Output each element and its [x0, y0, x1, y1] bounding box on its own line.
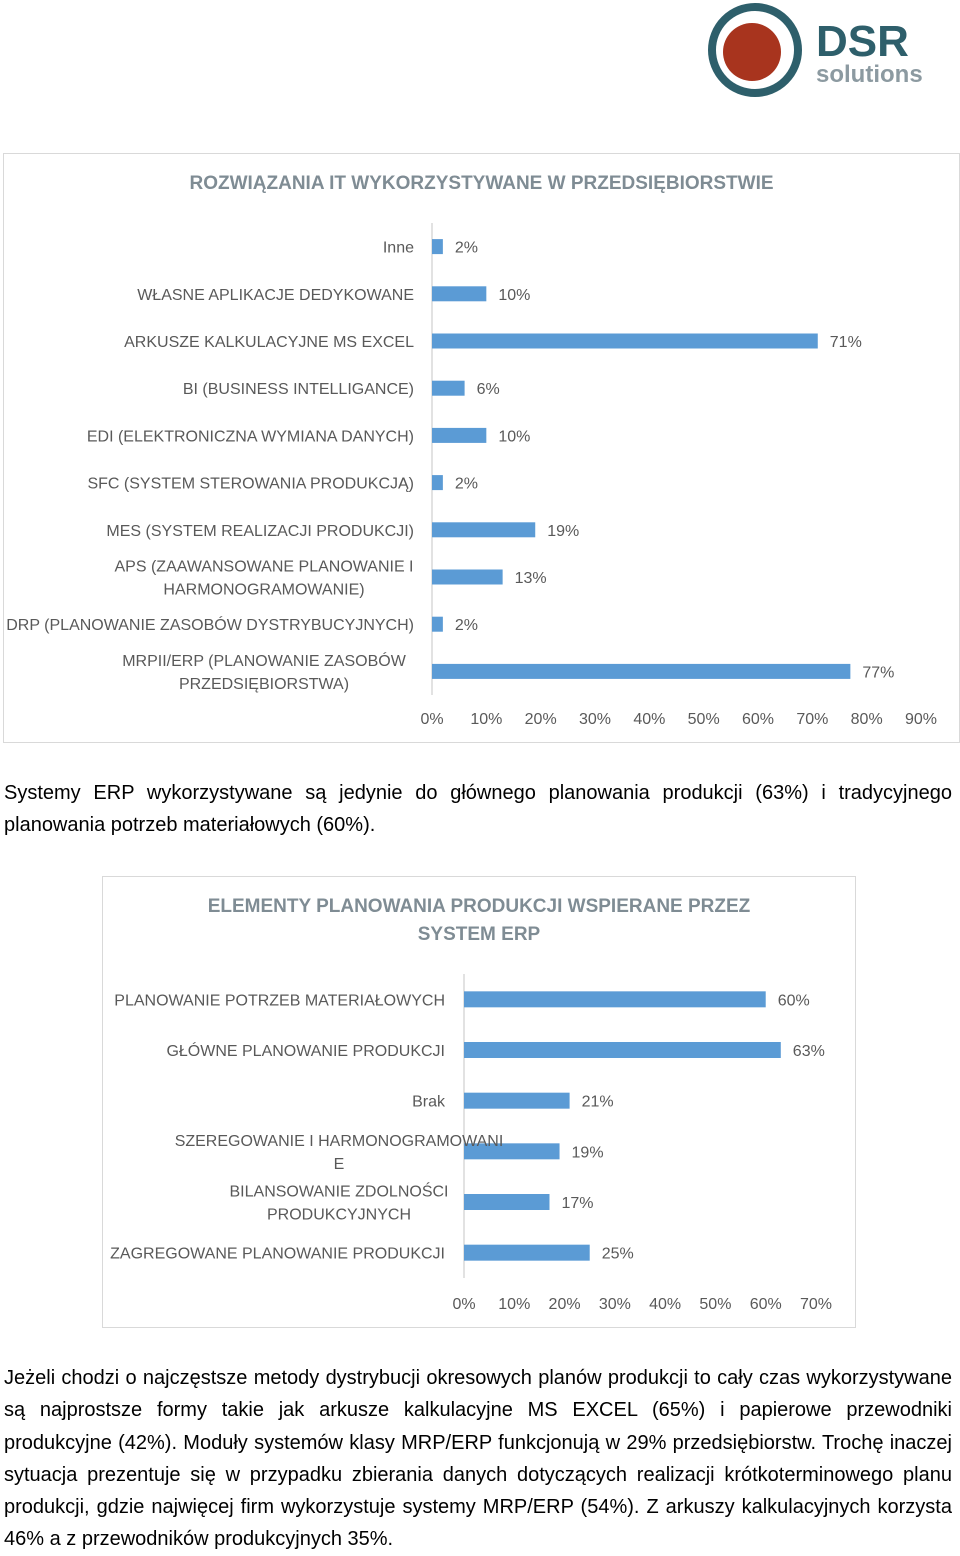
category-label: Inne — [382, 239, 414, 257]
x-tick-label: 40% — [649, 1296, 682, 1313]
data-label: 21% — [581, 1093, 614, 1111]
data-label: 6% — [476, 381, 500, 399]
bar — [432, 617, 443, 632]
x-tick-label: 50% — [687, 711, 720, 728]
bar — [432, 428, 486, 443]
x-tick-label: 70% — [796, 711, 829, 728]
x-tick-label: 30% — [598, 1296, 631, 1313]
x-tick-label: 60% — [749, 1296, 782, 1313]
body-paragraph-erp-usage: Systemy ERP wykorzystywane są jedynie do głównego planowania produkcji (63%) i tradycyjnego planowania potrzeb materiałowych (60%). — [4, 782, 952, 837]
data-label: 10% — [498, 286, 531, 304]
data-label: 63% — [792, 1043, 825, 1060]
bar — [432, 522, 535, 537]
bar — [432, 664, 850, 679]
category-label: MRPII/ERP (PLANOWANIE ZASOBÓW — [122, 652, 406, 670]
logo-brand-text: DSR — [816, 17, 909, 66]
category-label: WŁASNE APLIKACJE DEDYKOWANE — [137, 286, 414, 304]
data-label: 77% — [862, 664, 895, 682]
x-tick-label: 70% — [799, 1296, 833, 1313]
x-tick-label: 20% — [548, 1296, 581, 1313]
category-label: BI (BUSINESS INTELLIGANCE) — [182, 381, 414, 399]
data-label: 17% — [561, 1195, 594, 1212]
bar — [464, 1194, 549, 1210]
category-label: APS (ZAAWANSOWANE PLANOWANIE I — [114, 558, 414, 576]
x-tick-label: 40% — [633, 711, 666, 728]
category-label: MES (SYSTEM REALIZACJI PRODUKCJI) — [106, 522, 414, 540]
x-tick-label: 0% — [420, 711, 444, 728]
data-label: 19% — [547, 522, 580, 540]
bar — [464, 1042, 781, 1058]
bar — [432, 239, 443, 254]
bar — [432, 286, 486, 301]
x-tick-label: 90% — [904, 711, 938, 728]
x-tick-label: 0% — [452, 1296, 476, 1313]
data-label: 10% — [498, 428, 531, 446]
category-label: PRODUKCYJNYCH — [266, 1206, 412, 1224]
data-label: 25% — [601, 1245, 634, 1263]
category-label: SZEREGOWANIE I HARMONOGRAMOWANI — [174, 1132, 504, 1150]
bar — [432, 475, 443, 490]
chart-svg — [103, 877, 855, 1327]
category-label: E — [333, 1155, 345, 1173]
chart-erp-planning-elements — [102, 876, 856, 1328]
category-label: ZAGREGOWANE PLANOWANIE PRODUKCJI — [110, 1245, 445, 1263]
x-tick-label: 10% — [470, 711, 503, 728]
category-label: EDI (ELEKTRONICZNA WYMIANA DANYCH) — [86, 428, 414, 446]
bar — [432, 381, 465, 396]
data-label: 2% — [454, 239, 478, 257]
bar — [464, 1245, 590, 1261]
chart-title: ROZWIĄZANIA IT WYKORZYSTYWANE W PRZEDSIĘBIORSTWIE — [189, 173, 774, 194]
category-label: PRZEDSIĘBIORSTWA) — [178, 675, 350, 693]
category-label: DRP (PLANOWANIE ZASOBÓW DYSTRYBUCYJNYCH) — [6, 617, 414, 635]
data-label: 60% — [777, 992, 810, 1010]
category-label: PLANOWANIE POTRZEB MATERIAŁOWYCH — [114, 992, 445, 1010]
body-paragraph-distribution-methods: Jeżeli chodzi o najczęstsze metody dystrybucji okresowych planów produkcji to cały czas wykorzystywane są najprostsze formy takie jak arkusze kalkulacyjne MS EXCEL (65%) i papierowe przewodniki produkcyjne (42%). Moduły systemów klasy MRP/ERP funkcjonują w 29% przedsiębiorstw. Trochę inaczej sytuacja prezentuje się w przypadku zbierania danych dotyczących realizacji krótkoterminowego planu produkcji, gdzie najwięcej firm wykorzystuje systemy MRP/ERP (54%). Z arkuszy kalkulacyjnych korzysta 46% a z przewodników produkcyjnych 35%. — [4, 1367, 952, 1551]
chart-title-line: ELEMENTY PLANOWANIA PRODUKCJI WSPIERANE PRZEZ — [207, 896, 751, 917]
data-label: 2% — [454, 617, 478, 635]
x-tick-label: 30% — [578, 711, 612, 728]
logo-dot — [723, 23, 781, 81]
x-tick-label: 80% — [850, 711, 883, 728]
category-label: ARKUSZE KALKULACYJNE MS EXCEL — [124, 334, 414, 351]
x-tick-label: 20% — [524, 711, 557, 728]
data-label: 71% — [829, 334, 862, 351]
category-label: BILANSOWANIE ZDOLNOŚCI — [229, 1183, 449, 1201]
x-tick-label: 50% — [699, 1296, 732, 1313]
chart-svg — [4, 154, 959, 742]
chart-title-line: SYSTEM ERP — [417, 924, 541, 945]
logo-tagline-text: solutions — [816, 61, 923, 88]
logo-graphic — [700, 0, 960, 100]
data-label: 13% — [514, 570, 547, 587]
category-label: GŁÓWNE PLANOWANIE PRODUKCJI — [166, 1043, 445, 1060]
bar — [464, 1093, 570, 1109]
category-label: SFC (SYSTEM STEROWANIA PRODUKCJĄ) — [87, 475, 414, 493]
chart-it-solutions — [3, 153, 960, 743]
data-label: 19% — [571, 1144, 604, 1162]
bar — [464, 991, 766, 1007]
data-label: 2% — [454, 475, 478, 493]
bar — [432, 570, 503, 585]
x-tick-label: 60% — [741, 711, 775, 728]
category-label: Brak — [412, 1093, 445, 1111]
bar — [432, 334, 818, 349]
dsr-solutions-logo — [700, 0, 960, 100]
x-tick-label: 10% — [498, 1296, 531, 1313]
category-label: HARMONOGRAMOWANIE) — [163, 581, 365, 599]
